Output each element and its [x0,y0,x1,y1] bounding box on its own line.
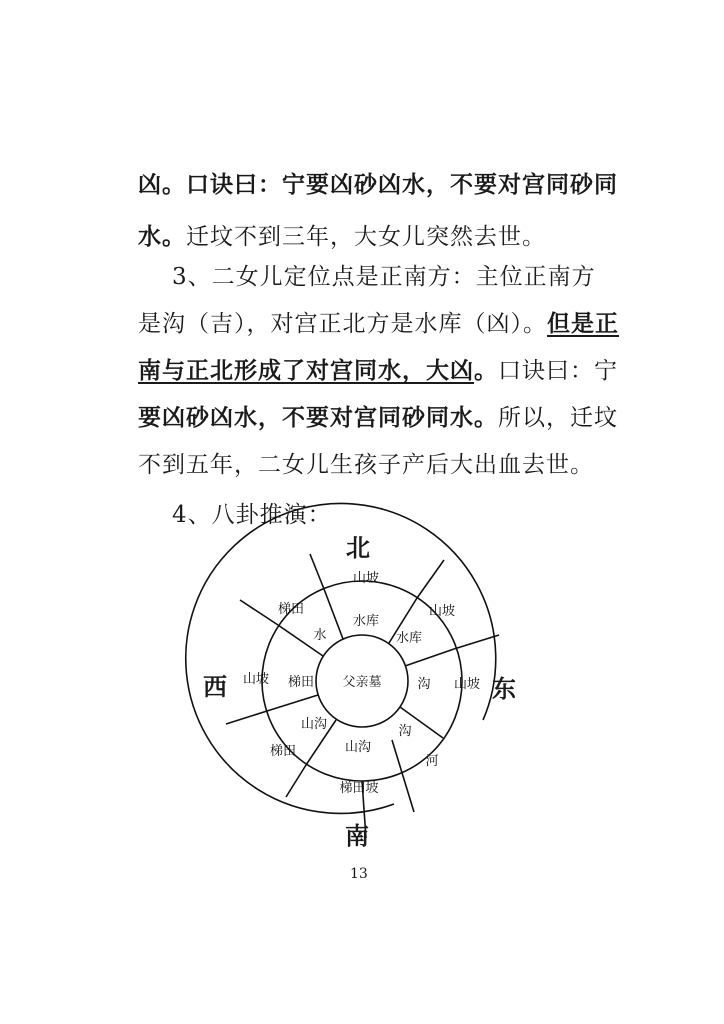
inner-label-w: 梯田 [287,675,315,690]
direction-west: 西 [203,672,227,701]
normal-text: 是沟（吉），对宫正北方是水库（凶）。 [138,311,547,337]
normal-text: 口诀曰：宁 [498,358,618,384]
outer-divider [454,635,499,649]
direction-east: 东 [492,674,516,703]
inner-divider [267,695,318,711]
section-heading-bagua: 4、八卦推演： [172,502,332,528]
bold-underlined-text: 但是正 [547,310,619,337]
page-number: 13 [350,866,368,882]
center-label: 父亲墓 [342,675,382,690]
outer-divider [226,711,267,724]
inner-label-ne: 水库 [395,631,423,646]
outer-label-n: 山坡 [352,571,380,586]
outer-divider [286,765,306,797]
direction-north: 北 [346,533,370,562]
paragraph-line-3: 3、二女儿定位点是正南方：主位正南方 [172,264,596,290]
outer-label-s: 梯田坡 [339,781,379,796]
outer-divider [417,560,444,598]
inner-label-n: 水库 [352,614,380,629]
outer-label-e: 山坡 [453,677,481,692]
bold-text: 凶。口诀曰：宁要凶砂凶水，不要对宫同砂同 [138,171,618,198]
direction-south: 南 [345,821,369,850]
bold-underlined-text: 南与正北形成了对宫同水，大凶 [138,357,474,384]
bold-text: 。 [474,357,498,384]
outer-ring [186,503,496,813]
inner-divider [405,649,454,666]
inner-label-se: 沟 [398,724,412,739]
normal-text: 迁坟不到三年，大女儿突然去世。 [186,224,546,250]
paragraph-line-7: 不到五年，二女儿生孩子产后大出血去世。 [138,452,594,478]
outer-label-sw: 梯田 [269,744,297,759]
inner-label-s: 山沟 [344,740,372,755]
inner-label-sw: 山沟 [300,717,328,732]
outer-label-se: 河 [425,754,439,769]
bold-text: 要凶砂凶水，不要对宫同砂同水。 [138,404,498,431]
normal-text: 所以，迁坟 [498,405,618,431]
outer-label-nw: 梯田 [277,602,305,617]
outer-label-ne: 山坡 [428,604,456,619]
inner-label-e: 沟 [417,677,431,692]
outer-divider [310,554,324,589]
bold-text: 水。 [138,223,186,250]
inner-divider [324,589,343,639]
outer-label-w: 山坡 [242,672,270,687]
outer-divider [240,600,278,625]
inner-label-nw: 水 [313,628,327,643]
